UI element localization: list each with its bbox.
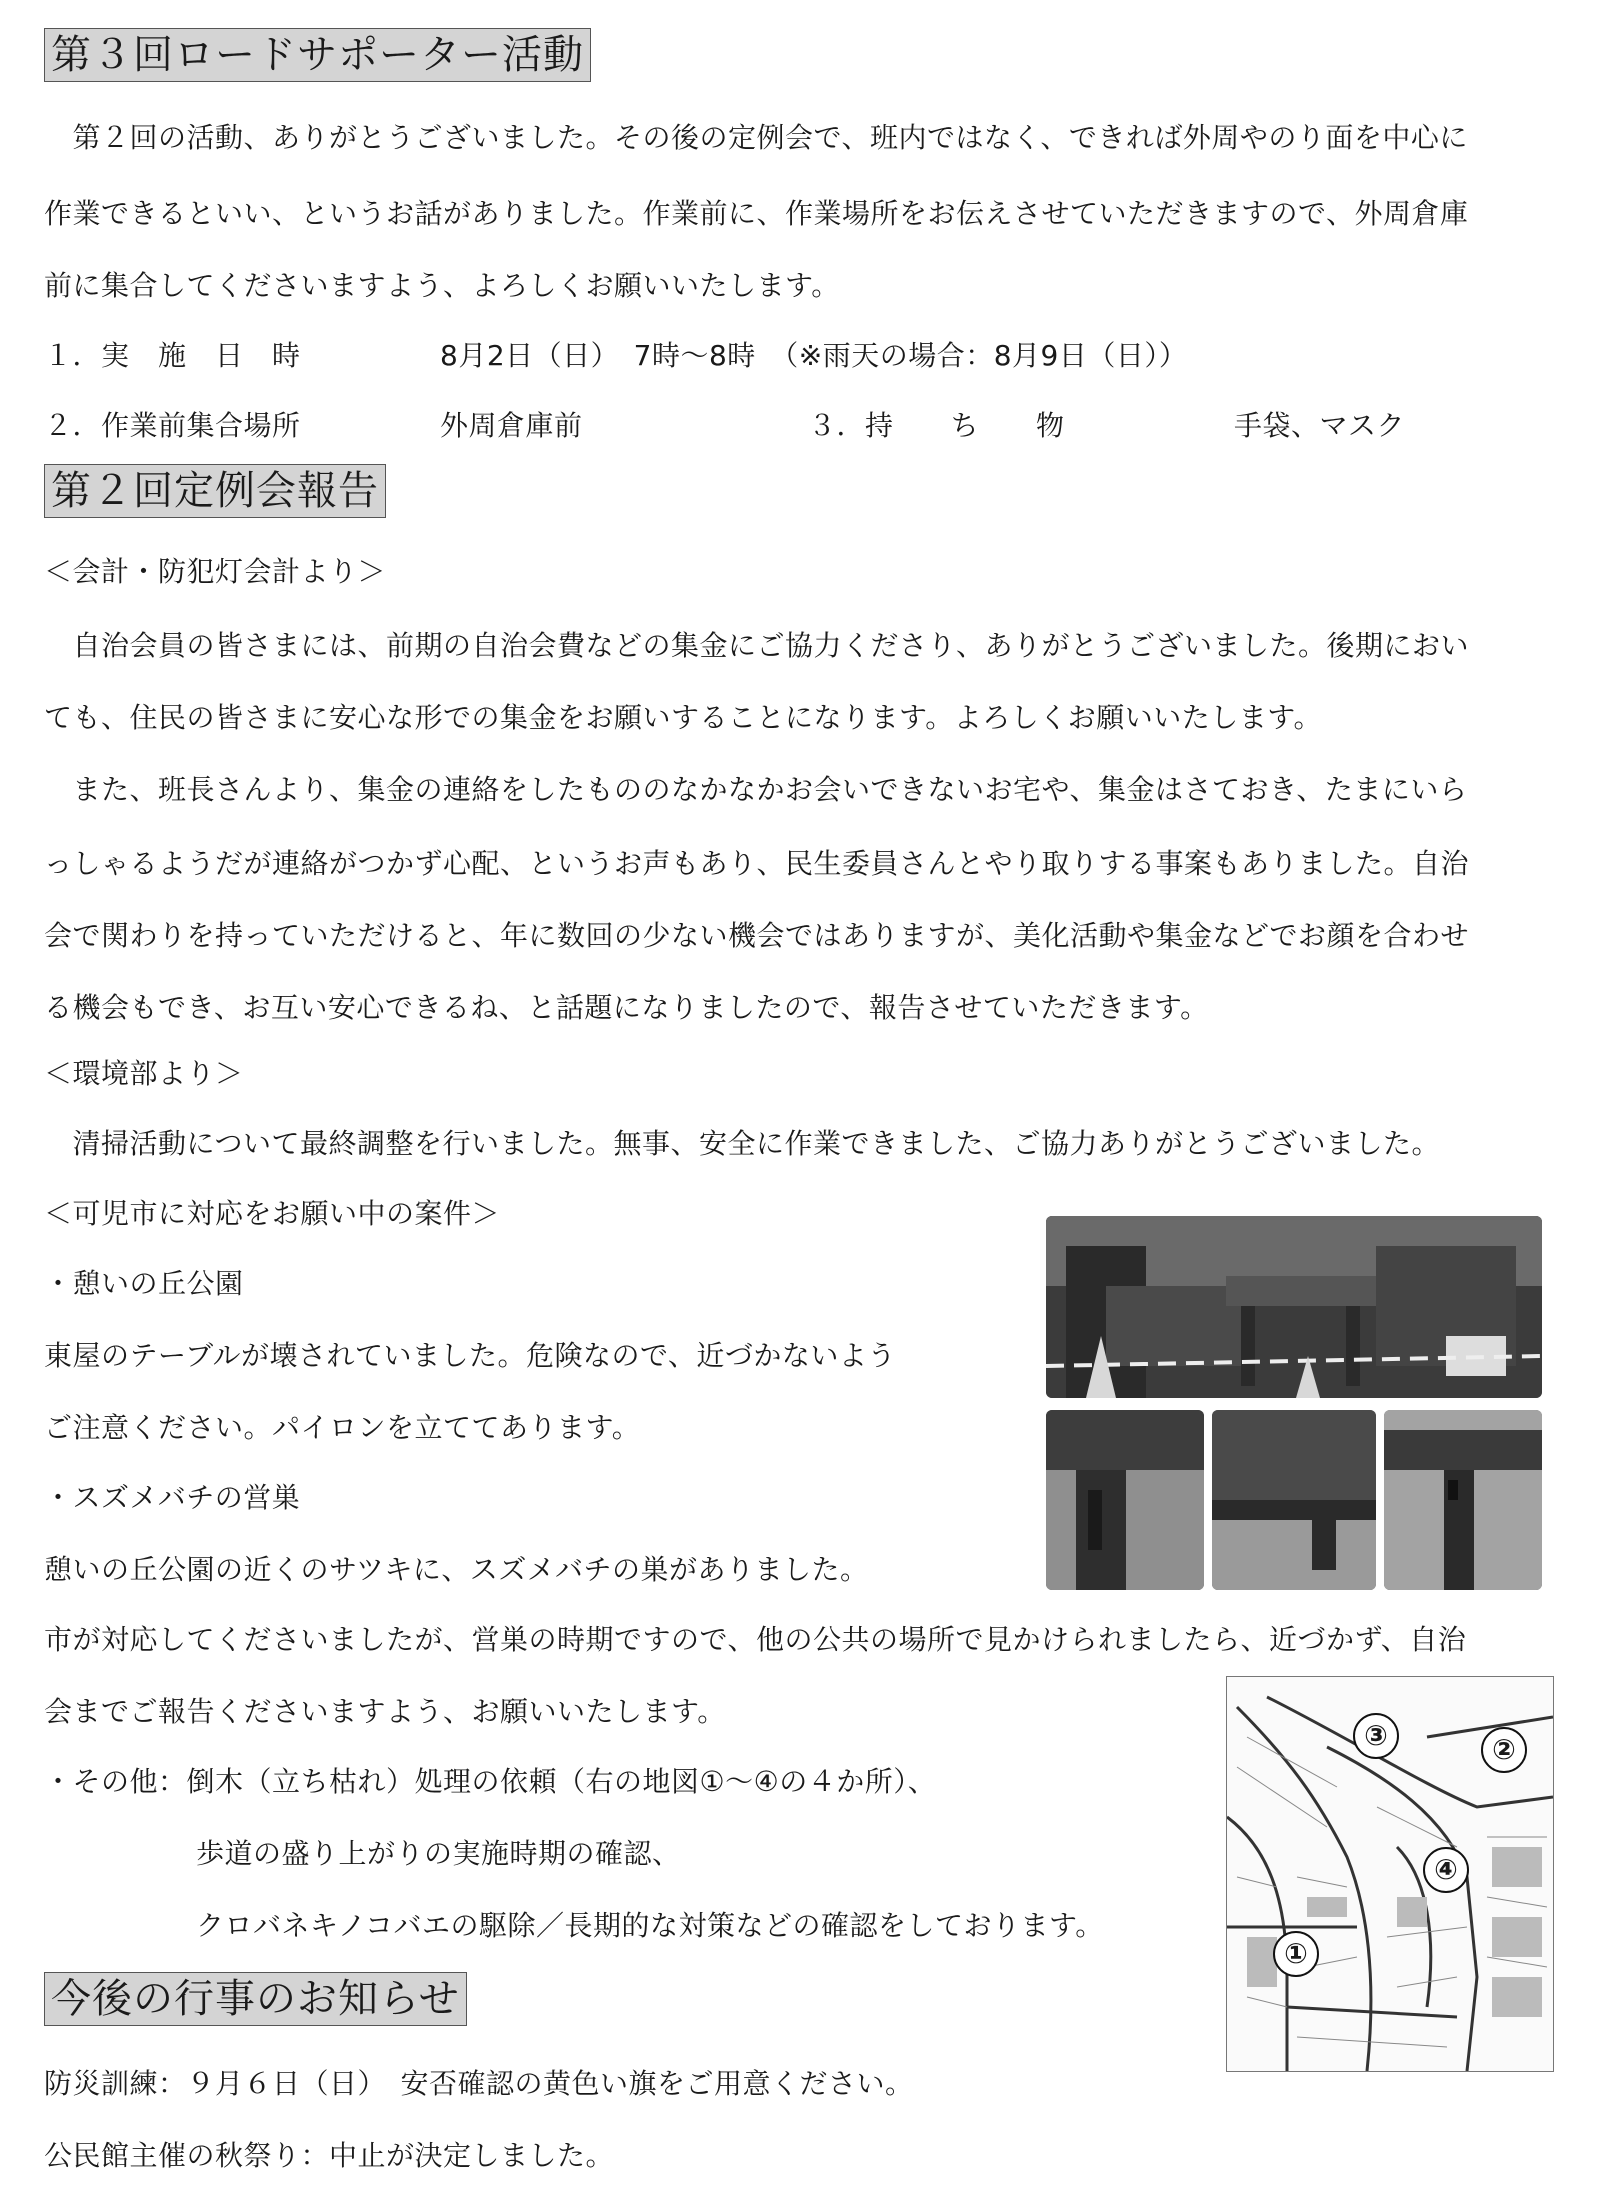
- section-heading-upcoming-events: 今後の行事のお知らせ: [44, 1972, 467, 2026]
- paragraph-line: 前に集合してくださいますよう、よろしくお願いいたします。: [44, 269, 840, 302]
- paragraph-line: 第２回の活動、ありがとうございました。その後の定例会で、班内ではなく、できれば外周やのり面を中心に: [44, 121, 1468, 154]
- paragraph-line: ても、住民の皆さまに安心な形での集金をお願いすることになります。よろしくお願いいたします。: [44, 701, 1323, 734]
- map-marker-1: ①: [1273, 1931, 1319, 1977]
- park-table-photo-main: [1046, 1216, 1542, 1398]
- paragraph-line: クロバネキノコバエの駆除／長期的な対策などの確認をしております。: [196, 1909, 1104, 1942]
- map-marker-4: ④: [1423, 1847, 1469, 1893]
- event-festival: 公民館主催の秋祭り：中止が決定しました。: [44, 2139, 615, 2172]
- item-belongings-value: 手袋、マスク: [1234, 409, 1406, 442]
- subheading-environment: ＜環境部より＞: [44, 1057, 244, 1090]
- paragraph-line: また、班長さんより、集金の連絡をしたもののなかなかお会いできないお宅や、集金はさておき、たまにいら: [44, 773, 1468, 806]
- paragraph-line: 東屋のテーブルが壊されていました。危険なので、近づかないよう: [44, 1339, 896, 1372]
- item-date-value: 8月2日（日） 7時～8時 （※雨天の場合：8月9日（日））: [440, 339, 1188, 372]
- paragraph-line: 歩道の盛り上がりの実施時期の確認、: [196, 1837, 681, 1870]
- paragraph-line: ご注意ください。パイロンを立ててあります。: [44, 1411, 641, 1444]
- paragraph-line: 会までご報告くださいますよう、お願いいたします。: [44, 1695, 726, 1728]
- paragraph-line: る機会もでき、お互い安心できるね、と話題になりましたので、報告させていただきます。: [44, 991, 1209, 1024]
- paragraph-line: 市が対応してくださいましたが、営巣の時期ですので、他の公共の場所で見かけられましたら、近づかず、自治: [44, 1623, 1467, 1656]
- paragraph-line: ・その他：倒木（立ち枯れ）処理の依頼（右の地図①～④の４か所）、: [44, 1765, 937, 1798]
- item-place-value: 外周倉庫前: [440, 409, 583, 442]
- map-marker-2: ②: [1481, 1727, 1527, 1773]
- paragraph-line: 憩いの丘公園の近くのサツキに、スズメバチの巣がありました。: [44, 1553, 869, 1586]
- paragraph-line: 自治会員の皆さまには、前期の自治会費などの集金にご協力くださり、ありがとうございました。後期におい: [44, 629, 1470, 662]
- neighborhood-map: [1226, 1676, 1554, 2072]
- item-date-label: １．実 施 日 時: [44, 339, 301, 372]
- paragraph-line: 清掃活動について最終調整を行いました。無事、安全に作業できました、ご協力ありがとうございました。: [44, 1127, 1440, 1160]
- section-heading-regular-meeting: 第２回定例会報告: [44, 464, 386, 518]
- park-table-photo-top: [1212, 1410, 1376, 1590]
- item-place-label: ２．作業前集合場所: [44, 409, 301, 442]
- event-drill: 防災訓練：９月６日（日） 安否確認の黄色い旗をご用意ください。: [44, 2067, 914, 2100]
- park-title: ・憩いの丘公園: [44, 1267, 244, 1300]
- subheading-city-requests: ＜可児市に対応をお願い中の案件＞: [44, 1197, 501, 1230]
- hornet-title: ・スズメバチの営巣: [44, 1481, 301, 1514]
- subheading-accounting: ＜会計・防犯灯会計より＞: [44, 555, 387, 588]
- paragraph-line: っしゃるようだが連絡がつかず心配、というお声もあり、民生委員さんとやり取りする事案もありました。自治: [44, 847, 1470, 880]
- section-heading-road-supporter: 第３回ロードサポーター活動: [44, 28, 591, 82]
- item-belongings-label: ３．持 ち 物: [808, 409, 1065, 442]
- paragraph-line: 作業できるといい、というお話がありました。作業前に、作業場所をお伝えさせていただきますので、外周倉庫: [44, 197, 1469, 230]
- paragraph-line: 会で関わりを持っていただけると、年に数回の少ない機会ではありますが、美化活動や集金などでお顔を合わせ: [44, 919, 1470, 952]
- park-table-photo-side: [1384, 1410, 1542, 1590]
- map-marker-3: ③: [1353, 1713, 1399, 1759]
- park-table-photo-leg: [1046, 1410, 1204, 1590]
